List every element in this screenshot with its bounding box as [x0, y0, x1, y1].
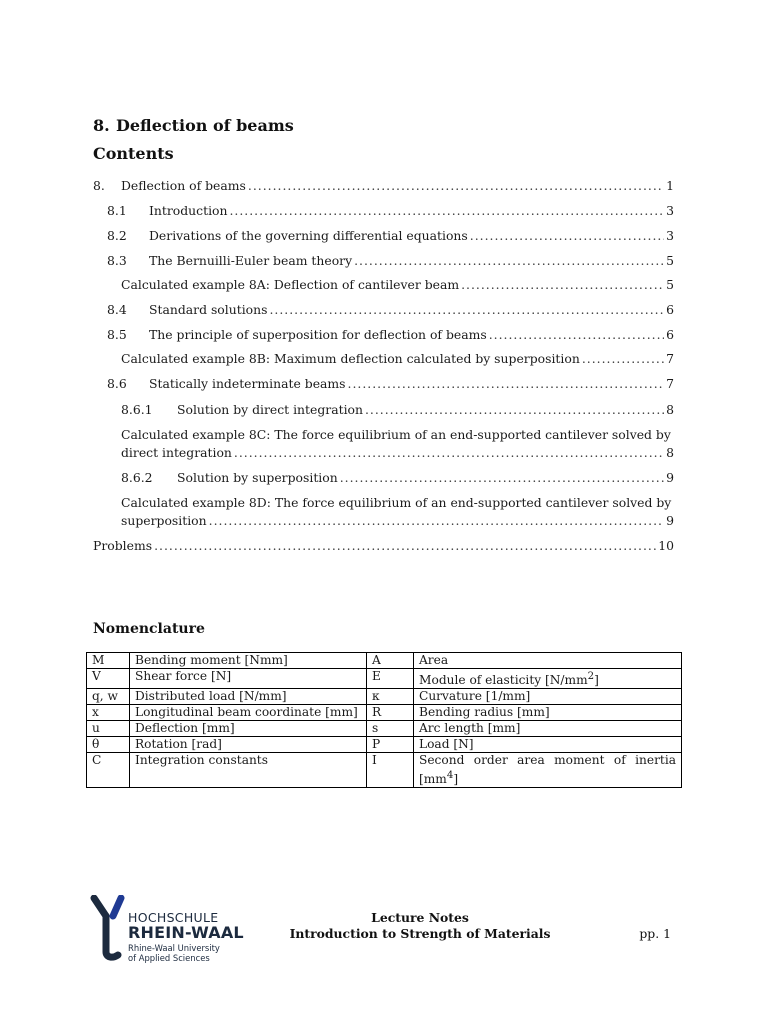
- toc-entry-8-5[interactable]: [107, 326, 674, 344]
- toc-number: 8.1: [107, 203, 127, 218]
- symbol-cell: q, w: [87, 689, 130, 705]
- symbol-cell: κ: [367, 689, 414, 705]
- symbol-cell: u: [87, 721, 130, 737]
- description-text-end: ]: [594, 673, 599, 688]
- table-row: [87, 705, 682, 721]
- symbol-cell: x: [87, 705, 130, 721]
- toc-leader-dots: [354, 252, 664, 270]
- footer-page-number: pp. 1: [639, 926, 671, 941]
- table-row: [87, 753, 682, 788]
- toc-leader-dots: [269, 301, 664, 319]
- description-text: Second order area moment of inertia [mm: [419, 753, 676, 787]
- toc-title: Derivations of the governing differential equations: [149, 228, 468, 243]
- toc-title: Problems: [93, 538, 153, 553]
- toc-page-number: 10: [658, 538, 674, 553]
- toc-entry-8-6-1[interactable]: [121, 401, 674, 419]
- toc-leader-dots: [582, 350, 664, 368]
- toc-number: 8.3: [107, 253, 127, 268]
- toc-leader-dots: [470, 227, 664, 245]
- toc-entry-8-3[interactable]: [107, 252, 674, 270]
- description-text-end: ]: [453, 772, 459, 787]
- symbol-cell: A: [367, 653, 414, 669]
- description-cell: [414, 669, 682, 689]
- description-cell: Rotation [rad]: [130, 737, 367, 753]
- university-logo: [90, 893, 250, 965]
- toc-title: Introduction: [149, 203, 228, 218]
- toc-number: 8.: [93, 178, 105, 193]
- toc-title: Statically indeterminate beams: [149, 376, 346, 391]
- superscript: 2: [587, 671, 595, 682]
- toc-page-number: 9: [666, 513, 674, 528]
- description-cell: Shear force [N]: [130, 669, 367, 689]
- description-cell: Arc length [mm]: [414, 721, 682, 737]
- symbol-cell: I: [367, 753, 414, 788]
- toc-leader-dots: [461, 276, 664, 294]
- symbol-cell: θ: [87, 737, 130, 753]
- toc-leader-dots: [234, 444, 664, 462]
- toc-leader-dots: [229, 202, 664, 220]
- symbol-cell: C: [87, 753, 130, 788]
- table-row: [87, 669, 682, 689]
- toc-number: 8.6.2: [121, 470, 153, 485]
- table-row: [87, 737, 682, 753]
- description-cell: Load [N]: [414, 737, 682, 753]
- toc-leader-dots: [154, 537, 656, 555]
- toc-leader-dots: [209, 512, 664, 530]
- toc-leader-dots: [365, 401, 664, 419]
- description-cell: Bending moment [Nmm]: [130, 653, 367, 669]
- superscript: 4: [446, 770, 454, 782]
- toc-entry-example-8d[interactable]: [121, 494, 674, 530]
- toc-leader-dots: [248, 177, 664, 195]
- logo-line-2: RHEIN-WAAL: [128, 923, 244, 942]
- description-cell: [414, 753, 682, 788]
- toc-leader-dots: [340, 469, 664, 487]
- symbol-cell: s: [367, 721, 414, 737]
- table-row: [87, 653, 682, 669]
- symbol-cell: V: [87, 669, 130, 689]
- contents-heading: Contents: [93, 144, 174, 163]
- logo-line-1: HOCHSCHULE: [128, 910, 219, 925]
- toc-number: 8.4: [107, 302, 127, 317]
- description-text: Module of elasticity [N/mm: [419, 673, 588, 688]
- table-row: [87, 689, 682, 705]
- toc-page-number: 7: [666, 351, 674, 366]
- toc-page-number: 1: [666, 178, 674, 193]
- table-row: [87, 721, 682, 737]
- chapter-title: [93, 116, 294, 135]
- toc-page-number: 8: [666, 402, 674, 417]
- toc-entry-8-1[interactable]: [107, 202, 674, 220]
- toc-title: Solution by direct integration: [177, 402, 363, 417]
- toc-entry-8-6-2[interactable]: [121, 469, 674, 487]
- toc-title: The principle of superposition for deflection of beams: [149, 327, 487, 342]
- toc-page-number: 3: [666, 228, 674, 243]
- toc-title: Calculated example 8C: The force equilibrium of an end-supported cantilever solved by: [121, 427, 671, 442]
- toc-page-number: 6: [666, 327, 674, 342]
- toc-title-continued: direct integration: [121, 445, 232, 460]
- symbol-cell: P: [367, 737, 414, 753]
- toc-number: 8.2: [107, 228, 127, 243]
- toc-title: Deflection of beams: [121, 178, 246, 193]
- toc-title: Calculated example 8D: The force equilibrium of an end-supported cantilever solved by: [121, 495, 672, 510]
- symbol-cell: E: [367, 669, 414, 689]
- toc-entry-example-8c[interactable]: [121, 426, 674, 462]
- toc-page-number: 6: [666, 302, 674, 317]
- description-cell: Area: [414, 653, 682, 669]
- toc-page-number: 5: [666, 253, 674, 268]
- toc-page-number: 5: [666, 277, 674, 292]
- toc-entry-problems[interactable]: [93, 537, 674, 555]
- symbol-cell: M: [87, 653, 130, 669]
- toc-page-number: 7: [666, 376, 674, 391]
- logo-y-mark-icon: [90, 895, 126, 961]
- toc-entry-8-4[interactable]: [107, 301, 674, 319]
- toc-page-number: 8: [666, 445, 674, 460]
- toc-leader-dots: [489, 326, 664, 344]
- chapter-title-text: Deflection of beams: [116, 116, 294, 135]
- toc-number: 8.6.1: [121, 402, 153, 417]
- description-cell: Distributed load [N/mm]: [130, 689, 367, 705]
- toc-number: 8.5: [107, 327, 127, 342]
- footer-line-2: Introduction to Strength of Materials: [289, 926, 551, 941]
- toc-page-number: 9: [666, 470, 674, 485]
- description-cell: Bending radius [mm]: [414, 705, 682, 721]
- description-cell: Curvature [1/mm]: [414, 689, 682, 705]
- toc-title: Solution by superposition: [177, 470, 338, 485]
- toc-leader-dots: [348, 375, 665, 393]
- toc-entry-8-6[interactable]: [107, 375, 674, 393]
- toc-page-number: 3: [666, 203, 674, 218]
- logo-line-3: Rhine-Waal University: [128, 943, 220, 953]
- description-cell: Longitudinal beam coordinate [mm]: [130, 705, 367, 721]
- description-cell: Integration constants: [130, 753, 367, 788]
- footer-line-1: Lecture Notes: [371, 910, 469, 925]
- symbol-cell: R: [367, 705, 414, 721]
- toc-entry-8-2[interactable]: [107, 227, 674, 245]
- nomenclature-table: [86, 652, 682, 788]
- description-cell: Deflection [mm]: [130, 721, 367, 737]
- logo-line-4: of Applied Sciences: [128, 953, 210, 963]
- toc-title: Calculated example 8B: Maximum deflection calculated by superposition: [121, 351, 580, 366]
- toc-entry-8[interactable]: [93, 177, 674, 195]
- toc-title: The Bernuilli-Euler beam theory: [149, 253, 353, 268]
- chapter-number: 8.: [93, 116, 110, 135]
- toc-number: 8.6: [107, 376, 127, 391]
- footer-title: [250, 910, 590, 942]
- toc-title: Calculated example 8A: Deflection of cantilever beam: [121, 277, 460, 292]
- toc-entry-example-8a[interactable]: [121, 276, 674, 294]
- toc-title: Standard solutions: [149, 302, 268, 317]
- nomenclature-heading: Nomenclature: [93, 621, 205, 637]
- toc-entry-example-8b[interactable]: [121, 350, 674, 368]
- toc-title-continued: superposition: [121, 513, 207, 528]
